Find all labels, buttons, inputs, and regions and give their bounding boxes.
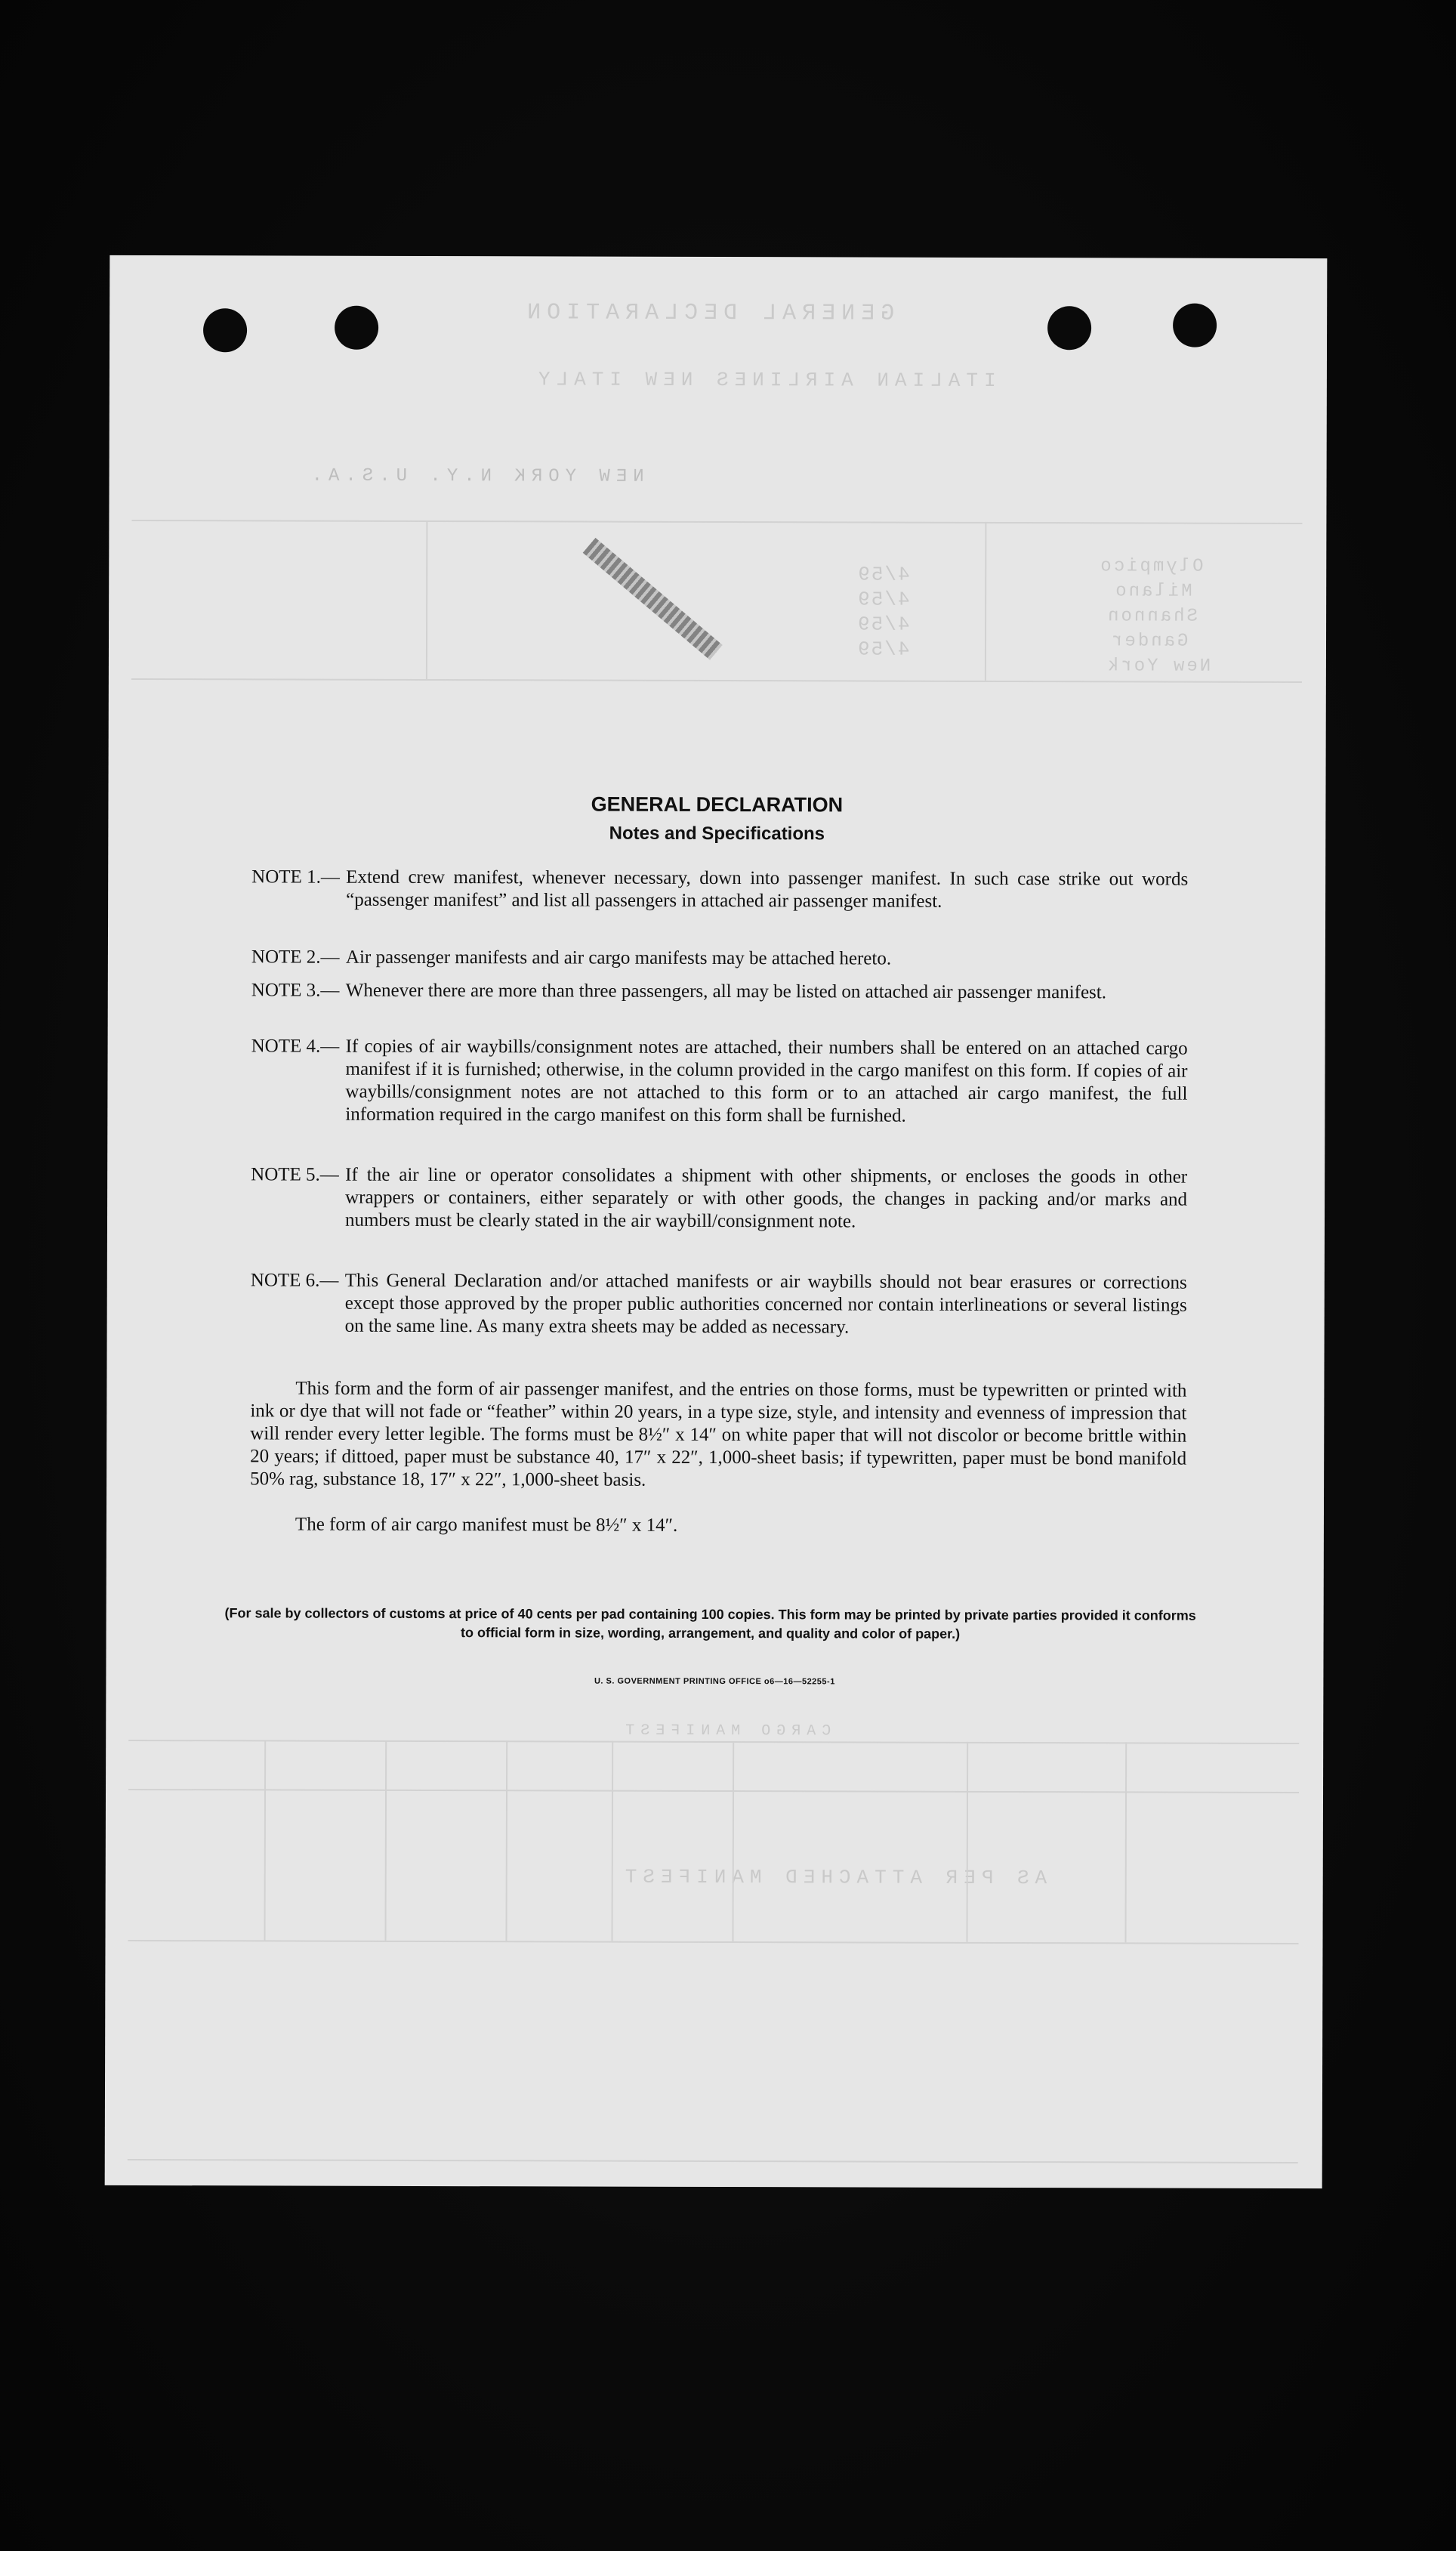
form-page	[105, 255, 1328, 2188]
bleed-through-airline: ITALIAN AIRLINES NEW ITALY	[532, 368, 996, 392]
bleed-through-cargo-manifest: CARGO MANIFEST	[619, 1722, 831, 1740]
note-dash: —	[319, 1270, 339, 1291]
note-text: Extend crew manifest, whenever necessary, down into passenger manifest. In such case strike out words “passenger manifest” and list all passengers in attached air passenger manifest.	[346, 866, 1189, 912]
note-label: NOTE 2.	[251, 947, 321, 968]
instructions-content	[105, 255, 1328, 2188]
bleed-through-city-5: New York	[1105, 656, 1211, 677]
bleed-through-attached-note: AS PER ATTACHED MANIFEST	[618, 1865, 1047, 1890]
note-text: If copies of air waybills/consignment notes are attached, their numbers shall be entered on an attached cargo manifest if it is furnished; otherwise, in the column provided in the cargo manifest on this form. If copies of air waybills/consignment notes are not attached to this form or to an attached air cargo manifest, the full information required in the cargo manifest on this form shall be furnished.	[345, 1036, 1188, 1126]
note-4	[251, 1035, 1187, 1128]
page-subtitle: Notes and Specifications	[609, 823, 825, 845]
bleed-through-header: GENERAL DECLARATION	[521, 300, 895, 327]
bleed-through-city-1: Olympico	[1098, 556, 1204, 577]
note-text: This General Declaration and/or attached manifests or air waybills should not bear erasures or corrections except those approved by the proper public authorities concerned nor contain interlineations or several listings on the same line. As many extra sheets may be added as necessary.	[344, 1270, 1187, 1338]
note-3	[251, 979, 1188, 1004]
note-dash: —	[320, 866, 340, 888]
note-text: If the air line or operator consolidates a shipment with other shipments, or encloses the goods in other wrappers or containers, either separately or with other goods, the changes in packing and/or marks and numbers must be clearly stated in the air waybill/consignment note.	[344, 1164, 1188, 1232]
printing-office-imprint: U. S. GOVERNMENT PRINTING OFFICE o6—16—52255-1	[594, 1676, 835, 1687]
note-dash: —	[320, 947, 340, 968]
bleed-through-route-3: 4/59	[856, 613, 910, 636]
note-label: NOTE 5.	[251, 1164, 320, 1185]
note-text: Air passenger manifests and air cargo manifests may be attached hereto.	[345, 947, 892, 969]
note-label: NOTE 1.	[251, 866, 321, 888]
bleed-through-city-3: Shannon	[1106, 606, 1198, 627]
note-1	[251, 866, 1188, 913]
note-dash: —	[320, 1036, 340, 1057]
bleed-through-route-1: 4/59	[856, 563, 910, 586]
note-text: Whenever there are more than three passengers, all may be listed on attached air passenger manifest.	[345, 980, 1107, 1003]
note-label: NOTE 6.	[250, 1270, 320, 1291]
bleed-through-city-4: Gander	[1109, 631, 1189, 652]
bleed-through-destination: NEW YORK N.Y. U.S.A.	[305, 465, 644, 487]
page-title: GENERAL DECLARATION	[591, 792, 844, 817]
note-6	[251, 1269, 1187, 1339]
note-label: NOTE 4.	[251, 1036, 321, 1057]
note-label: NOTE 3.	[251, 980, 321, 1001]
sale-notice: (For sale by collectors of customs at price of 40 cents per pad containing 100 copies. This form may be printed by private parties provided it conforms to official form in size, wording, arrangement, and quality and color of paper.)	[224, 1605, 1196, 1641]
note-dash: —	[320, 980, 340, 1001]
note-dash: —	[319, 1164, 339, 1185]
note-2	[251, 946, 1188, 971]
cargo-manifest-size-line: The form of air cargo manifest must be 8½″ x 14″.	[295, 1514, 678, 1536]
bleed-through-route-4: 4/59	[856, 638, 910, 661]
form-specification-paragraph: This form and the form of air passenger manifest, and the entries on those forms, must be typewritten or printed with ink or dye that will not fade or “feather” within 20 years, in a type size, style, and intensity and evenness of impression that will render every letter legible. The forms must be 8½″ x 14″ on white paper that will not discolor or become brittle within 20 years; if dittoed, paper must be substance 40, 17″ x 22″, 1,000-sheet basis; if typewritten, paper must be bond manifold 50% rag, substance 18, 17″ x 22″, 1,000-sheet basis.	[250, 1378, 1187, 1490]
bleed-through-route-2: 4/59	[856, 588, 910, 611]
note-5	[251, 1163, 1187, 1234]
bleed-through-city-2: Milano	[1113, 581, 1192, 602]
